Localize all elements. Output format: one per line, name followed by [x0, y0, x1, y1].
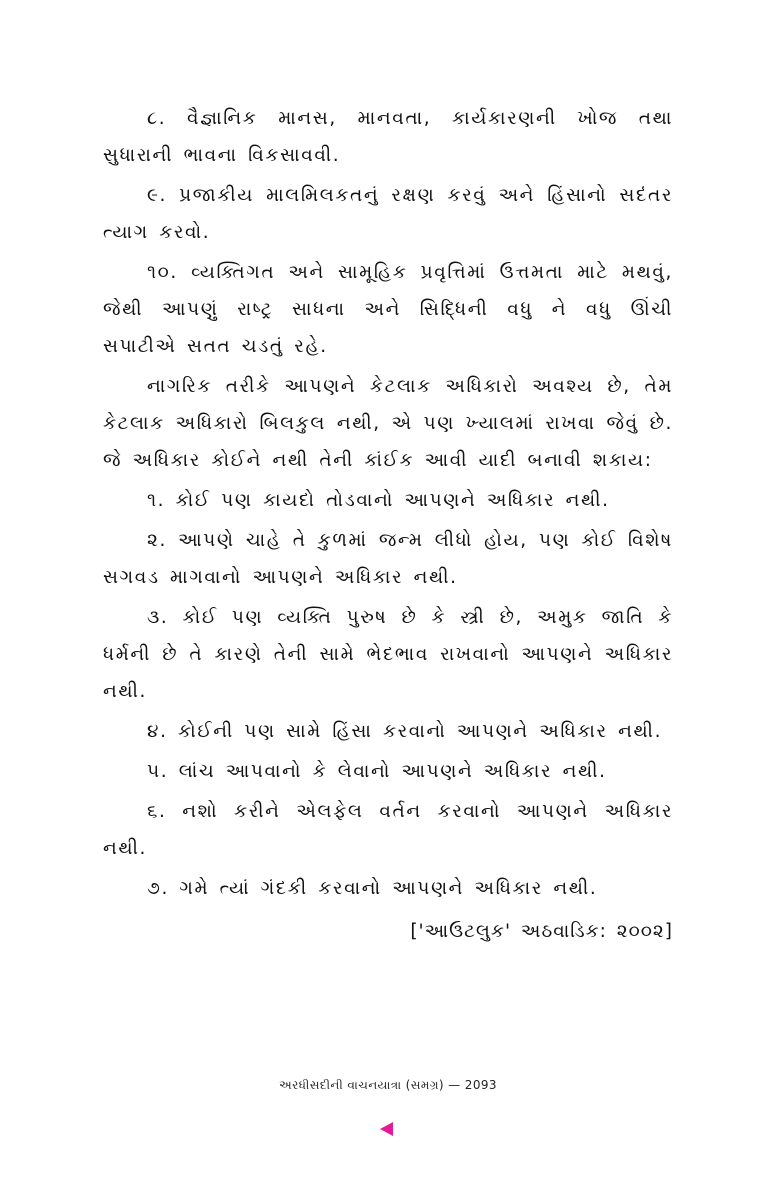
- paragraph-right-1: ૧. કોઈ પણ કાયદો તોડવાનો આપણને અધિકાર નથી.: [147, 490, 610, 511]
- paragraph-item-9: ૯. પ્રજાકીય માલમિલકતનું રક્ષણ કરવું અને હિંસાનો સદંતર ત્યાગ કરવો.: [103, 185, 673, 243]
- paragraph-rights-intro: નાગરિક તરીકે આપણને કેટલાક અધિકારો અવશ્ય છે, તેમ કેટલાક અધિકારો બિલકુલ નથી, એ પણ ખ્યાલમાં રાખવા જેવું છે. જે અધિકાર કોઈને નથી તેની કાંઈક આવી યાદી બનાવી શકાય:: [103, 376, 673, 471]
- paragraph-right-5: ૫. લાંચ આપવાનો કે લેવાનો આપણને અધિકાર નથી.: [147, 761, 607, 782]
- paragraph-right-3: ૩. કોઈ પણ વ્યક્તિ પુરુષ છે કે સ્ત્રી છે, અમુક જાતિ કે ધર્મની છે તે કારણે તેની સામે ભેદભાવ રાખવાનો આપણને અધિકાર નથી.: [103, 607, 673, 702]
- paragraph-item-10: ૧૦. વ્યક્તિગત અને સામૂહિક પ્રવૃત્તિમાં ઉત્તમતા માટે મથવું, જેથી આપણું રાષ્ટ્ર સાધના અને સિદ્ધિની વધુ ને વધુ ઊંચી સપાટીએ સતત ચડતું રહે.: [103, 262, 673, 357]
- source-citation: ['આઉટલુક' અઠવાડિક: ૨૦૦૨]: [410, 921, 673, 942]
- page-footer: અરધીસદીની વાચનયાત્રા (સમગ્ર) — 2093: [279, 1078, 497, 1092]
- paragraph-right-6: ૬. નશો કરીને એલફેલ વર્તન કરવાનો આપણને અધિકાર નથી.: [103, 801, 673, 859]
- paragraph-item-8: ૮. વૈજ્ઞાનિક માનસ, માનવતા, કાર્યકારણની ખોજ તથા સુધારાની ભાવના વિકસાવવી.: [103, 108, 673, 166]
- triangle-left-icon[interactable]: [380, 1122, 393, 1136]
- document-body: [103, 100, 673, 950]
- paragraph-right-4: ૪. કોઈની પણ સામે હિંસા કરવાનો આપણને અધિકાર નથી.: [147, 721, 663, 742]
- paragraph-right-2: ૨. આપણે ચાહે તે કુળમાં જન્મ લીધો હોય, પણ કોઈ વિશેષ સગવડ માગવાનો આપણને અધિકાર નથી.: [103, 530, 673, 588]
- paragraph-right-7: ૭. ગમે ત્યાં ગંદકી કરવાનો આપણને અધિકાર નથી.: [147, 878, 598, 899]
